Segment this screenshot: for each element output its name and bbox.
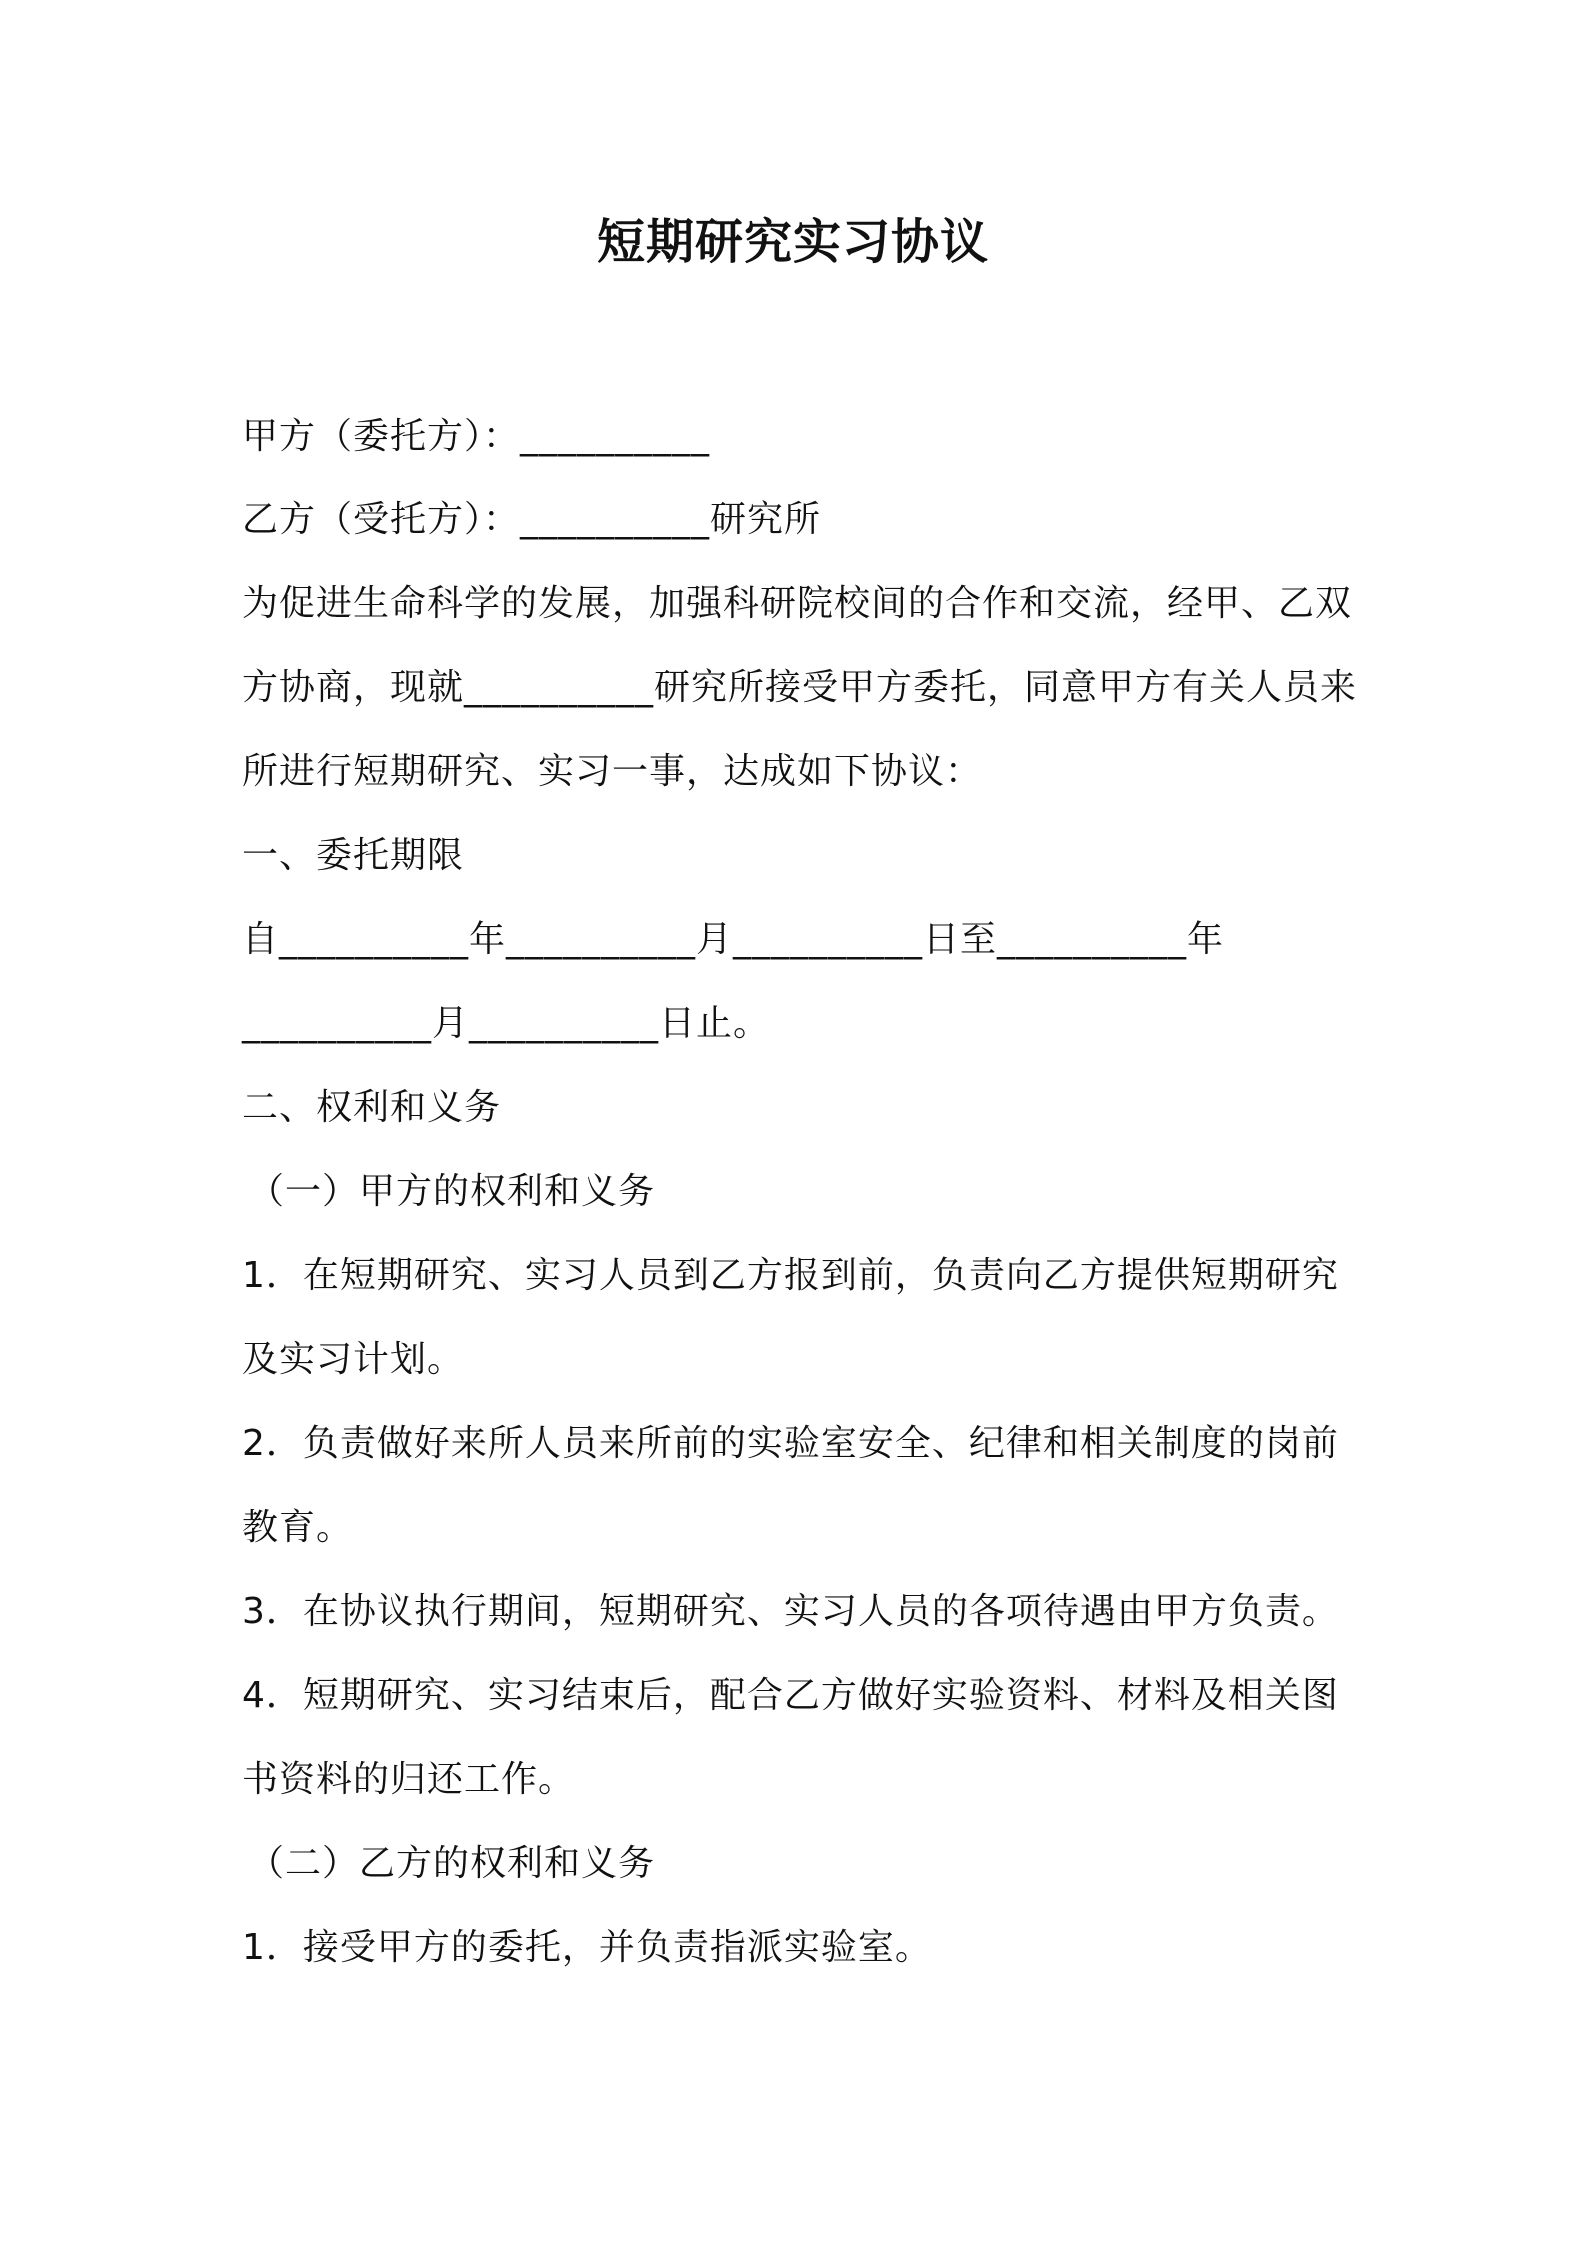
party-a-item-line: 2．负责做好来所人员来所前的实验室安全、纪律和相关制度的岗前 [242, 1423, 1339, 1464]
party-a-item-line: 3．在协议执行期间，短期研究、实习人员的各项待遇由甲方负责。 [242, 1591, 1339, 1632]
party-b-item-line: 1．接受甲方的委托，并负责指派实验室。 [242, 1927, 932, 1968]
page-title: 短期研究实习协议 [596, 214, 989, 270]
party-a-item-line: 及实习计划。 [242, 1339, 465, 1380]
party-a-item-line: 书资料的归还工作。 [242, 1759, 576, 1800]
intro-line-3: 所进行短期研究、实习一事，达成如下协议： [242, 751, 983, 792]
party-b-line: 乙方（受托方）：__________研究所 [242, 499, 822, 540]
party-a-item-line: 1．在短期研究、实习人员到乙方报到前，负责向乙方提供短期研究 [242, 1255, 1339, 1296]
intro-line-1: 为促进生命科学的发展，加强科研院校间的合作和交流，经甲、乙双 [242, 583, 1353, 624]
section-2-heading: 二、权利和义务 [242, 1087, 502, 1128]
party-a-line: 甲方（委托方）：__________ [242, 416, 711, 457]
term-line-2: __________月__________日止。 [242, 1003, 771, 1044]
party-b-duties-heading: （二）乙方的权利和义务 [248, 1843, 656, 1884]
section-1-heading: 一、委托期限 [242, 835, 465, 876]
party-a-item-line: 教育。 [242, 1507, 354, 1548]
party-a-item-line: 4．短期研究、实习结束后，配合乙方做好实验资料、材料及相关图 [242, 1675, 1339, 1716]
party-a-duties-heading: （一）甲方的权利和义务 [248, 1171, 656, 1212]
intro-line-2: 方协商，现就__________研究所接受甲方委托，同意甲方有关人员来 [242, 667, 1358, 708]
term-line-1: 自__________年__________月__________日至__________年 [242, 919, 1225, 960]
